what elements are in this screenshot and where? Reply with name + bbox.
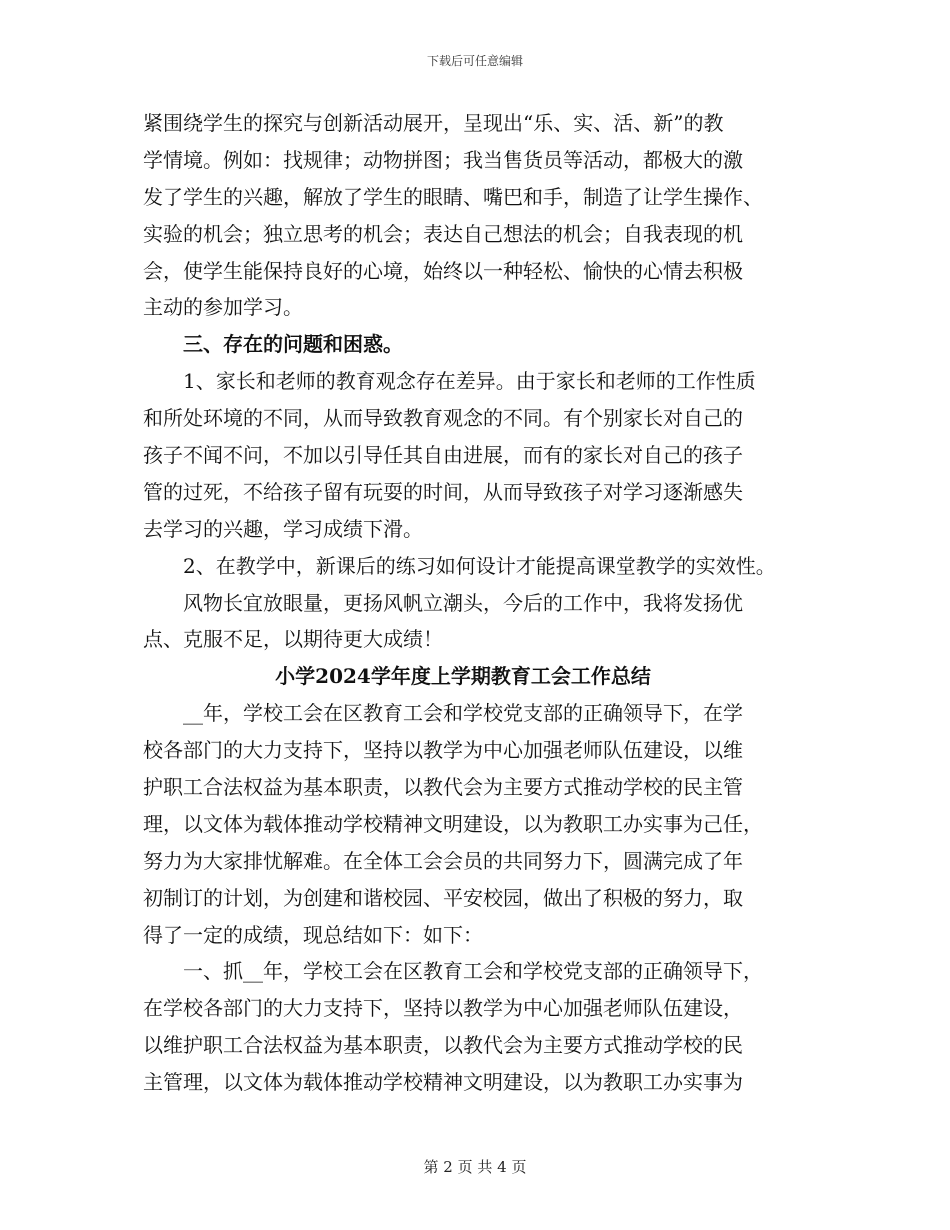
paragraph-line: 1、家长和老师的教育观念存在差异。由于家长和老师的工作性质 — [183, 369, 756, 394]
paragraph-line: 点、克服不足，以期待更大成绩！ — [143, 627, 443, 652]
section-title: 小学2024学年度上学期教育工会工作总结 — [275, 664, 651, 689]
paragraph-line: 去学习的兴趣，学习成绩下滑。 — [143, 516, 423, 541]
paragraph-line: 一、抓__年，学校工会在区教育工会和学校党支部的正确领导下， — [183, 959, 763, 984]
paragraph-line: 发了学生的兴趣，解放了学生的眼睛、嘴巴和手，制造了让学生操作、 — [143, 184, 763, 209]
paragraph-line: 和所处环境的不同，从而导致教育观念的不同。有个别家长对自己的 — [143, 406, 743, 431]
paragraph-line: 在学校各部门的大力支持下，坚持以教学为中心加强老师队伍建设， — [143, 996, 743, 1021]
paragraph-line: __年，学校工会在区教育工会和学校党支部的正确领导下，在学 — [183, 701, 743, 726]
paragraph-line: 努力为大家排忧解难。在全体工会会员的共同努力下，圆满完成了年 — [143, 848, 743, 873]
page-header: 下载后可任意编辑 — [426, 54, 523, 68]
section-heading: 三、存在的问题和困惑。 — [183, 332, 403, 357]
paragraph-line: 初制订的计划，为创建和谐校园、平安校园，做出了积极的努力，取 — [143, 885, 743, 910]
paragraph-line: 理，以文体为载体推动学校精神文明建设，以为教职工办实事为己任， — [143, 811, 763, 836]
paragraph-line: 以维护职工合法权益为基本职责，以教代会为主要方式推动学校的民 — [143, 1033, 743, 1058]
paragraph-line: 2、在教学中，新课后的练习如何设计才能提高课堂教学的实效性。 — [183, 553, 776, 578]
document-body — [143, 105, 815, 1101]
page-footer: 第 2 页 共 4 页 — [423, 1158, 527, 1176]
paragraph-line: 会，使学生能保持良好的心境，始终以一种轻松、愉快的心情去积极 — [143, 258, 743, 283]
paragraph-line: 主动的参加学习。 — [143, 295, 303, 320]
paragraph-line: 实验的机会；独立思考的机会；表达自己想法的机会；自我表现的机 — [143, 221, 743, 246]
paragraph-line: 主管理，以文体为载体推动学校精神文明建设，以为教职工办实事为 — [143, 1070, 743, 1095]
paragraph-line: 孩子不闻不问，不加以引导任其自由进展，而有的家长对自己的孩子 — [143, 443, 743, 468]
paragraph-line: 校各部门的大力支持下，坚持以教学为中心加强老师队伍建设，以维 — [143, 738, 743, 763]
paragraph-line: 管的过死，不给孩子留有玩耍的时间，从而导致孩子对学习逐渐感失 — [143, 479, 743, 504]
paragraph-line: 护职工合法权益为基本职责，以教代会为主要方式推动学校的民主管 — [143, 775, 743, 800]
paragraph-line: 风物长宜放眼量，更扬风帆立潮头，今后的工作中，我将发扬优 — [183, 590, 743, 615]
paragraph-line: 得了一定的成绩，现总结如下：如下： — [143, 922, 483, 947]
paragraph-line: 学情境。例如：找规律；动物拼图；我当售货员等活动，都极大的激 — [143, 147, 743, 172]
paragraph-line: 紧围绕学生的探究与创新活动展开，呈现出“乐、实、活、新”的教 — [143, 111, 724, 135]
